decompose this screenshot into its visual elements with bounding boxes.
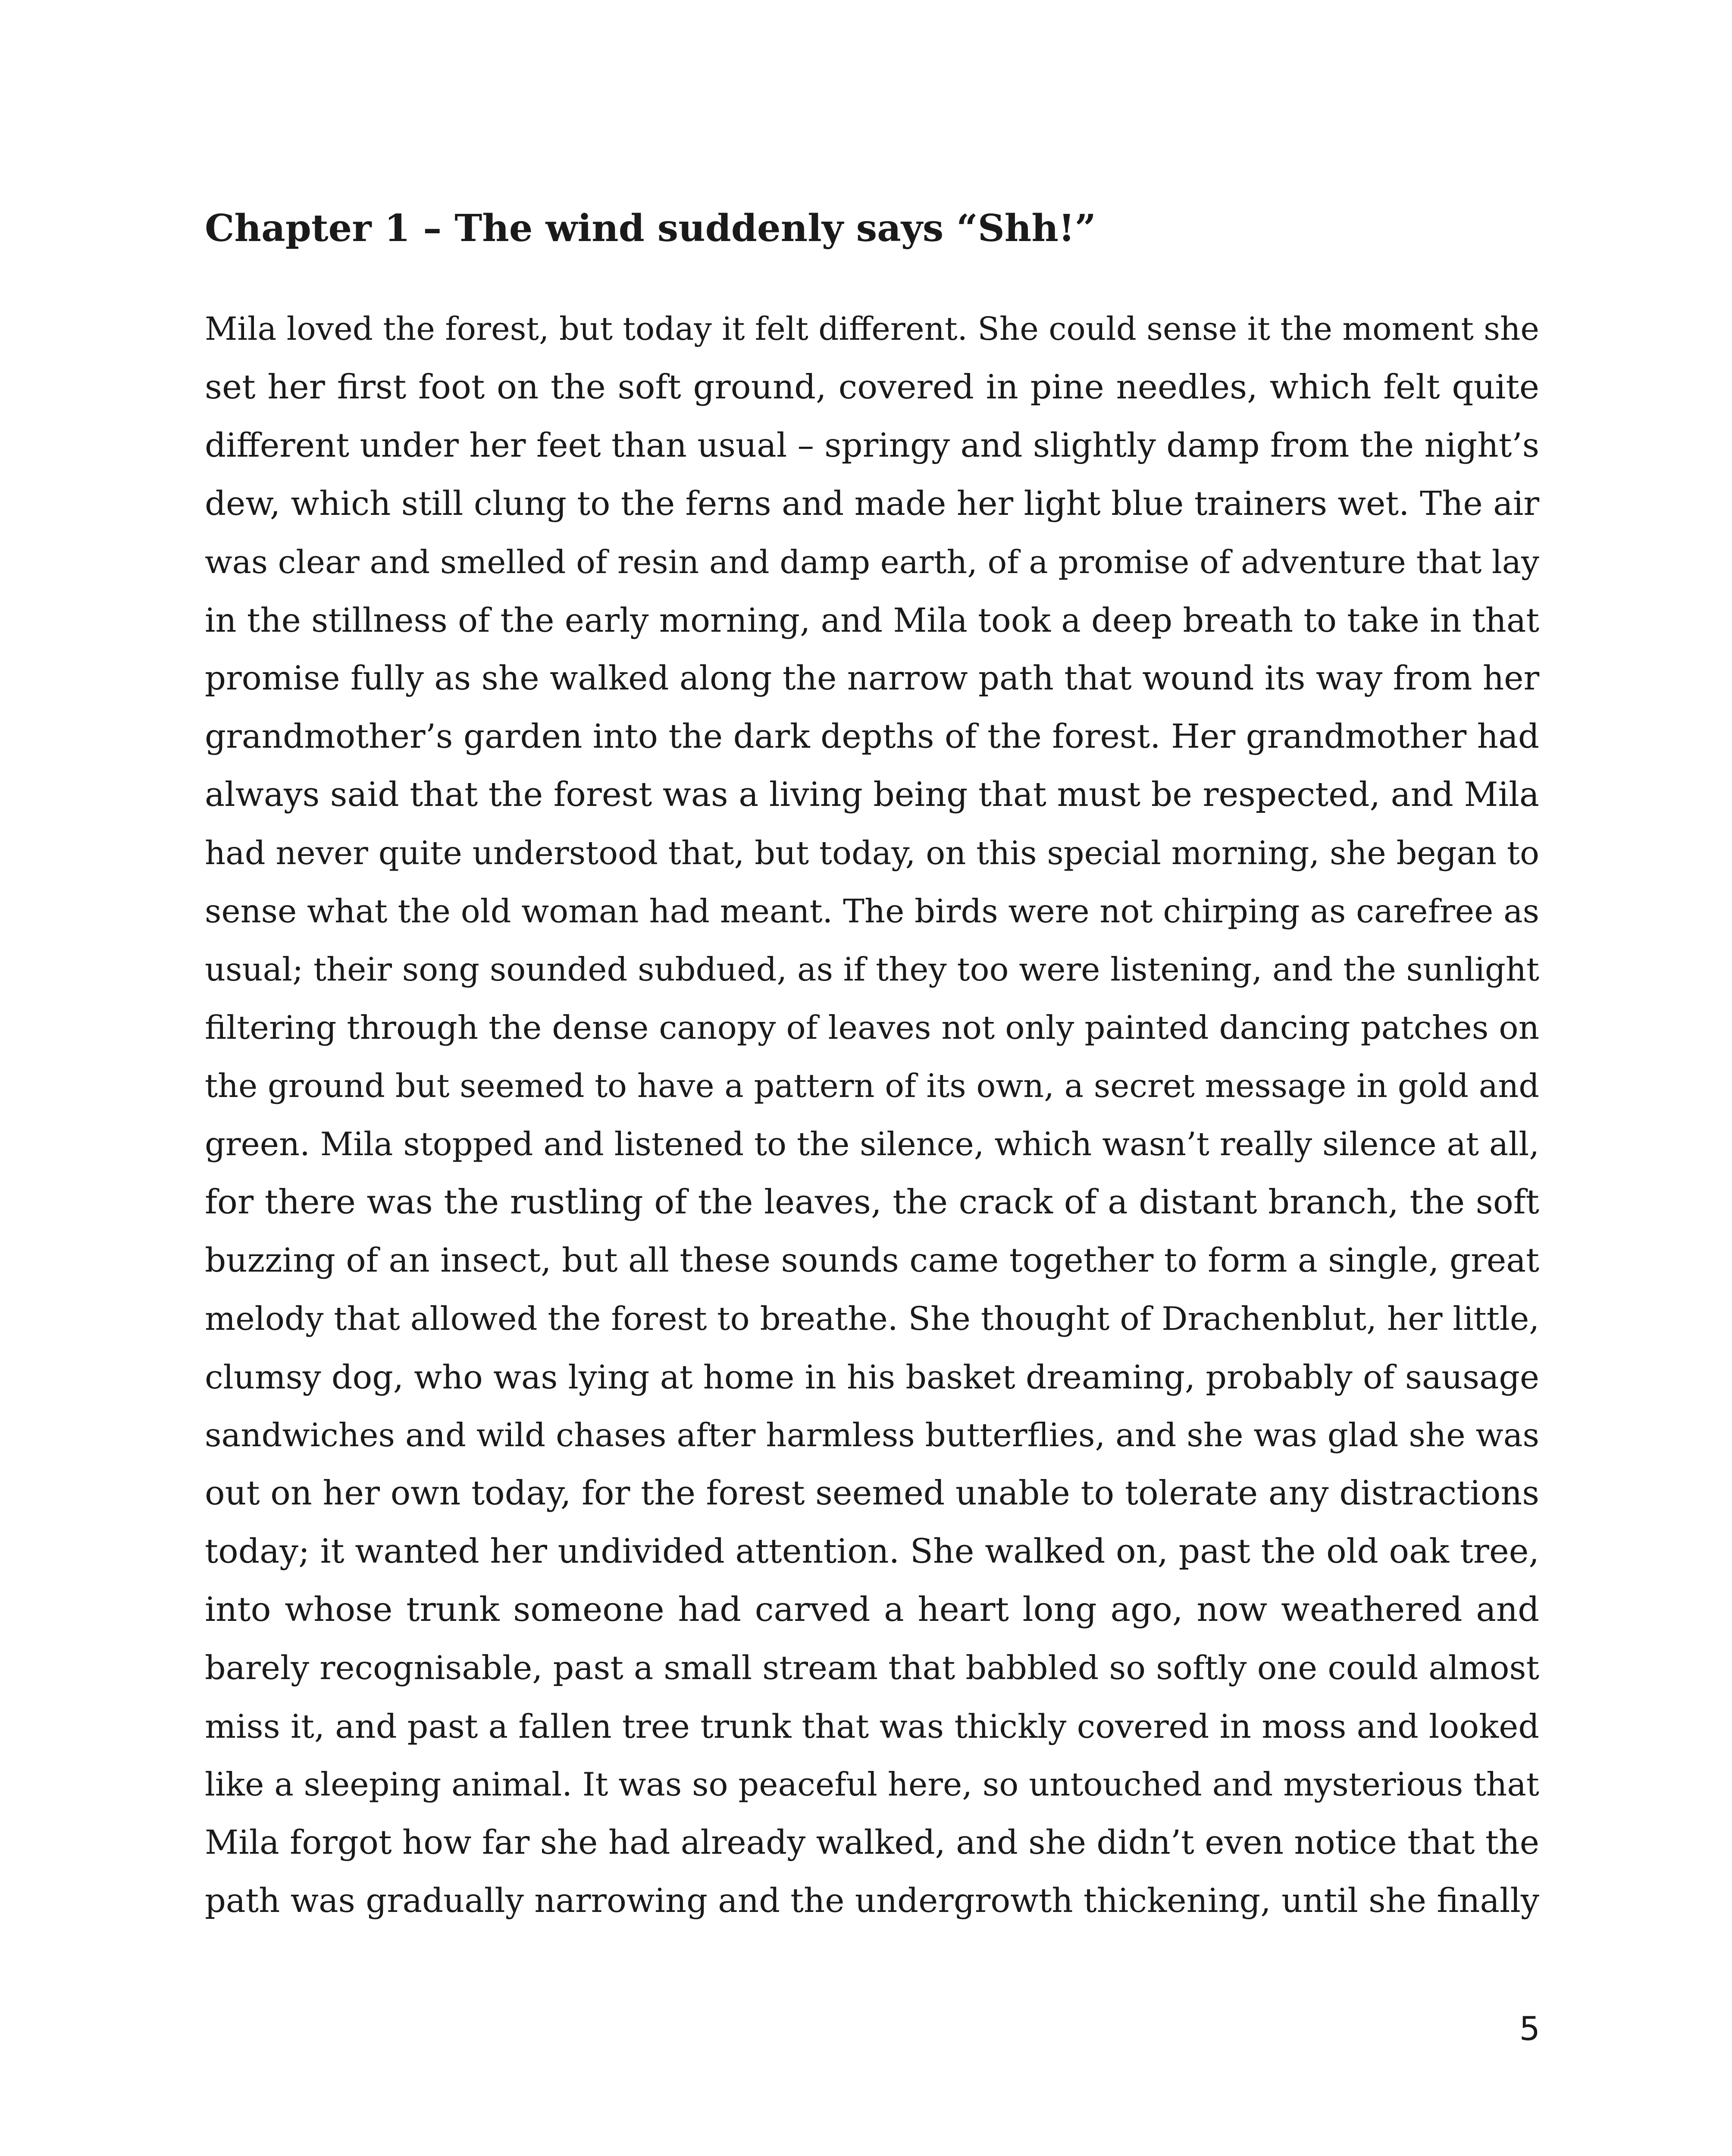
body-line: path was gradually narrowing and the undergrowth thickening, until she finally	[205, 1882, 1539, 1920]
body-line: set her first foot on the soft ground, covered in pine needles, which felt quite	[205, 368, 1539, 407]
body-line: today; it wanted her undivided attention. She walked on, past the old oak tree,	[205, 1532, 1539, 1571]
body-line: Mila forgot how far she had already walked, and she didn’t even notice that the	[205, 1824, 1539, 1862]
body-line: out on her own today, for the forest seemed unable to tolerate any distractions	[205, 1474, 1539, 1513]
body-line: different under her feet than usual – springy and slightly damp from the night’s	[205, 426, 1539, 465]
body-line: usual; their song sounded subdued, as if they too were listening, and the sunlight	[205, 951, 1539, 988]
body-line: for there was the rustling of the leaves, the crack of a distant branch, the soft	[205, 1183, 1539, 1222]
body-line: always said that the forest was a living being that must be respected, and Mila	[205, 775, 1539, 814]
body-line: had never quite understood that, but today, on this special morning, she began to	[205, 834, 1539, 872]
body-line: filtering through the dense canopy of leaves not only painted dancing patches on	[205, 1009, 1539, 1047]
body-line: sense what the old woman had meant. The birds were not chirping as carefree as	[205, 893, 1539, 930]
body-line: grandmother’s garden into the dark depths of the forest. Her grandmother had	[205, 718, 1539, 756]
body-line: was clear and smelled of resin and damp earth, of a promise of adventure that lay	[205, 543, 1539, 581]
chapter-body	[205, 300, 1539, 1930]
body-line: buzzing of an insect, but all these sounds came together to form a single, great	[205, 1241, 1539, 1280]
body-line: dew, which still clung to the ferns and made her light blue trainers wet. The air	[205, 485, 1539, 523]
body-line: like a sleeping animal. It was so peaceful here, so untouched and mysterious that	[205, 1766, 1539, 1803]
body-line: clumsy dog, who was lying at home in his basket dreaming, probably of sausage	[205, 1358, 1539, 1396]
body-line: into whose trunk someone had carved a heart long ago, now weathered and	[205, 1590, 1539, 1629]
body-line: the ground but seemed to have a pattern of its own, a secret message in gold and	[205, 1067, 1539, 1105]
body-line: Mila loved the forest, but today it felt different. She could sense it the moment she	[205, 311, 1539, 348]
body-line: melody that allowed the forest to breathe. She thought of Drachenblut, her little,	[205, 1300, 1540, 1338]
body-line: in the stillness of the early morning, and Mila took a deep breath to take in that	[205, 601, 1539, 639]
body-line: miss it, and past a fallen tree trunk that was thickly covered in moss and looked	[205, 1707, 1539, 1745]
body-line: promise fully as she walked along the narrow path that wound its way from her	[205, 659, 1540, 698]
chapter-title: Chapter 1 – The wind suddenly says “Shh!”	[205, 207, 1096, 250]
page-number: 5	[1519, 2009, 1540, 2048]
body-line: green. Mila stopped and listened to the silence, which wasn’t really silence at all,	[205, 1125, 1539, 1163]
body-line: sandwiches and wild chases after harmless butterflies, and she was glad she was	[205, 1416, 1539, 1454]
body-line: barely recognisable, past a small stream that babbled so softly one could almost	[205, 1649, 1539, 1687]
